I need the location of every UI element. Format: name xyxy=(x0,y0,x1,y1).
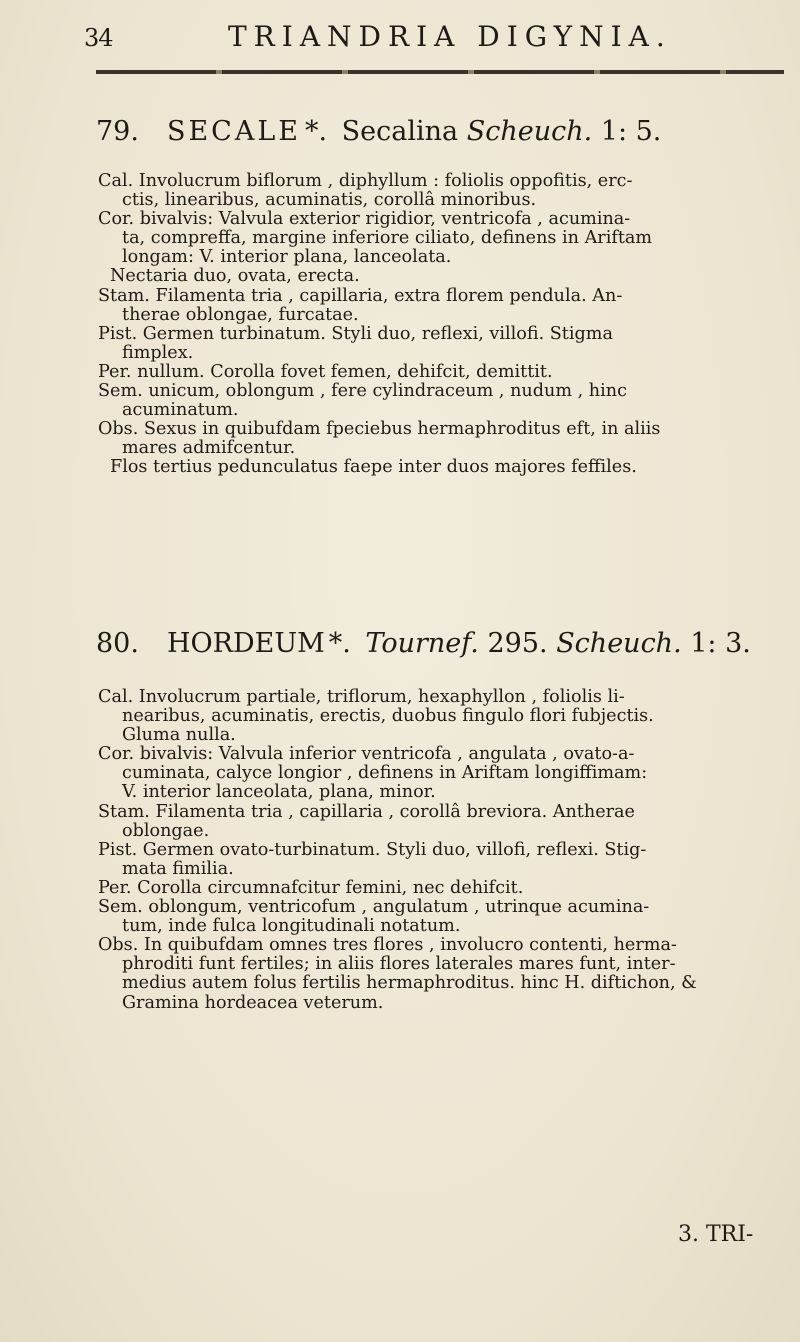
text-line: longam: V. interior plana, lanceolata. xyxy=(122,247,452,268)
text-line: Sem. unicum, oblongum , fere cylindraceum , nudum , hinc xyxy=(98,381,627,402)
text-line: Obs. Sexus in quibufdam fpeciebus hermaphroditus eft, in aliis xyxy=(98,419,661,440)
entry-number: 80. xyxy=(96,628,139,659)
genus-heading-secale xyxy=(96,116,661,147)
text-line: Sem. oblongum, ventricofum , angulatum , utrinque acumina- xyxy=(98,897,650,918)
genus-name: HORDEUM xyxy=(166,628,325,659)
text-line: mata fimilia. xyxy=(122,858,234,879)
text-line: Pist. Germen turbinatum. Styli duo, reflexi, villofi. Stigma xyxy=(98,323,613,344)
reference: 1: 5. xyxy=(600,116,662,147)
genus-heading-hordeum xyxy=(96,628,751,659)
text-line: mares admifcentur. xyxy=(122,438,296,459)
text-line: fimplex. xyxy=(122,342,194,363)
text-line: Stam. Filamenta tria , capillaria, extra florem pendula. An- xyxy=(98,285,623,306)
text-line: ta, compreffa, margine inferiore ciliato, definens in Ariftam xyxy=(122,228,653,249)
text-line: Pist. Germen ovato-turbinatum. Styli duo, villofi, reflexi. Stig- xyxy=(98,839,647,860)
text-line: Per. nullum. Corolla fovet femen, dehifcit, demittit. xyxy=(98,361,553,382)
text-line: Gramina hordeacea veterum. xyxy=(122,992,384,1013)
catchword: 3. TRI- xyxy=(678,1222,754,1247)
description-secale xyxy=(98,172,768,478)
text-line: cuminata, calyce longior , definens in Ariftam longiffimam: xyxy=(122,763,648,784)
genus-name: SECALE xyxy=(166,116,301,147)
text-line: oblongae. xyxy=(122,820,210,841)
text-line: ctis, linearibus, acuminatis, corollâ minoribus. xyxy=(122,190,537,211)
text-line: Cal. Involucrum partiale, triflorum, hexaphyllon , foliolis li- xyxy=(98,687,625,707)
text-line: Per. Corolla circumnafcitur femini, nec dehifcit. xyxy=(98,877,524,898)
page-number: 34 xyxy=(84,24,113,52)
text-line: tum, inde fulca longitudinali notatum. xyxy=(122,916,461,937)
running-title: TRIANDRIA DIGYNIA. xyxy=(228,20,672,53)
header-rule xyxy=(96,70,784,74)
text-line: medius autem folus fertilis hermaphroditus. hinc H. diftichon, & xyxy=(122,973,697,994)
star-mark: *. xyxy=(328,628,351,659)
reference: 295. xyxy=(487,628,548,659)
authority-2: Scheuch. xyxy=(556,628,682,659)
text-line: therae oblongae, furcatae. xyxy=(122,304,359,325)
entry-number: 79. xyxy=(96,116,139,147)
text-line: phroditi funt fertiles; in aliis flores laterales mares funt, inter- xyxy=(122,954,676,975)
synonym: Secalina xyxy=(341,116,459,147)
text-line: Cor. bivalvis: Valvula inferior ventricofa , angulata , ovato-a- xyxy=(98,744,635,765)
star-mark: *. xyxy=(304,116,328,147)
text-line: Stam. Filamenta tria , capillaria , corollâ breviora. Antherae xyxy=(98,801,635,822)
authority: Scheuch. xyxy=(466,116,593,147)
authority: Tournef. xyxy=(365,628,479,659)
text-line: V. interior lanceolata, plana, minor. xyxy=(122,782,436,803)
reference-2: 1: 3. xyxy=(690,628,751,659)
text-line: Cor. bivalvis: Valvula exterior rigidior, ventricofa , acumina- xyxy=(98,209,631,230)
text-line: acuminatum. xyxy=(122,400,239,421)
text-line: Flos tertius pedunculatus faepe inter duos majores feffiles. xyxy=(110,457,637,478)
text-line: nearibus, acuminatis, erectis, duobus fingulo flori fubjectis. xyxy=(122,706,654,727)
text-line: Nectaria duo, ovata, erecta. xyxy=(110,266,360,287)
description-hordeum xyxy=(98,688,768,1013)
text-line: Cal. Involucrum biflorum , diphyllum : foliolis oppofitis, erc- xyxy=(98,171,633,191)
page-header xyxy=(84,18,784,58)
text-line: Obs. In quibufdam omnes tres flores , involucro contenti, herma- xyxy=(98,935,677,956)
text-line: Gluma nulla. xyxy=(122,725,236,746)
